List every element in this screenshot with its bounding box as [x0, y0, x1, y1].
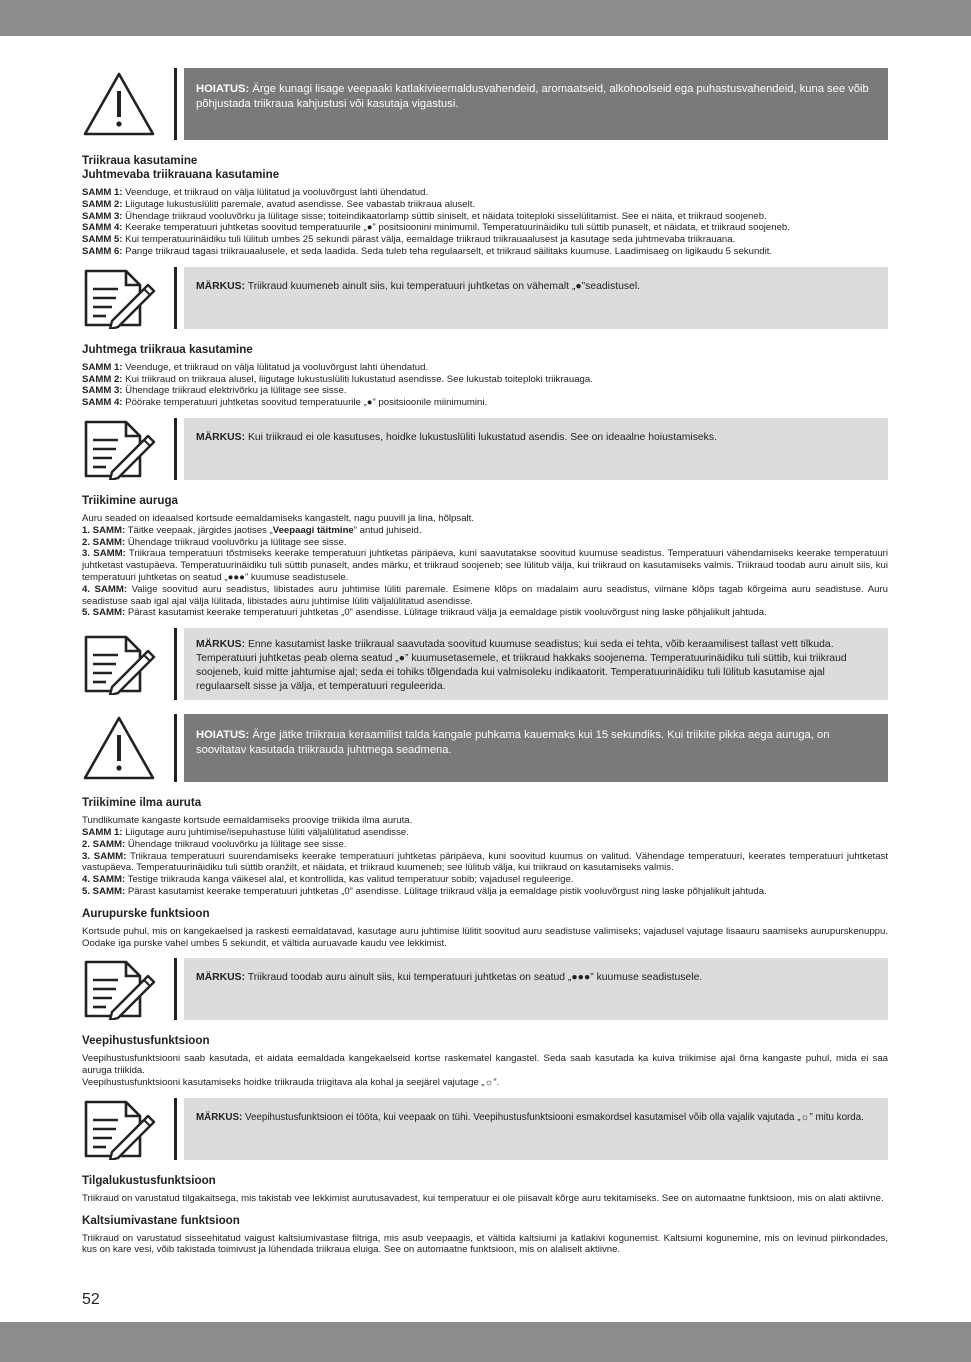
note-callout [82, 628, 888, 700]
warning-callout [82, 68, 888, 140]
step-line: 2. SAMM: Ühendage triikraud vooluvõrku ja lülitage see sisse. [82, 536, 347, 548]
section-drip-lock [82, 1174, 888, 1205]
note-pencil-icon [82, 267, 164, 329]
step-line: SAMM 3: Ühendage triikraud elektrivõrku ja lülitage see sisse. [82, 385, 347, 397]
step-line: 4. SAMM: Testige triikrauda kanga väikesel alal, et kontrollida, kas valitud temperatuur sobib; vajadusel reguleerige. [82, 874, 574, 886]
body-text: Triikraud on varustatud sisseehitatud vaigust kaltsiumivastase filtriga, mis asub veepaagis, et vältida kaltsiumi ja katlakivi kogunemist. Kaltsiumi kogunemine, mis on levinud piirkondades, kus on kare vesi, võib takistada toimivust ja lühendada triikraua eluiga. See on automaatne funktsioon, mis on alaliselt aktiivne. [82, 1232, 888, 1256]
bottom-bar [0, 1322, 971, 1362]
step-line: 4. SAMM: Valige soovitud auru seadistus, libistades auru juhtimise lüliti paremale. Esimene klõps on madalaim auru seadistus, viimane klõps tagab kõrgeima auru seadistuse. Auru seadistuse saab igal ajal välja lülitada, libistades auru juhtimise lüliti väljalülitatud asendisse. [82, 583, 888, 607]
callout-divider [174, 958, 177, 1020]
step-line: 3. SAMM: Triikraua temperatuuri suurendamiseks keerake temperatuuri juhtketas päripäeva, kuni soovitud kuumus on valitud. Vähendage temperatuuri, keerates temperatuuri juhtketast vastupäeva. Temperatuurinäidiku tuli süttib oranžilt, et näidata, et triikraud kuumeneb; see lülitub välja, kui triikraud on kasutamiseks valmis. [82, 850, 888, 874]
page-content [82, 68, 888, 1265]
section-title: Juhtmega triikraua kasutamine [82, 342, 253, 356]
intro-text: Auru seaded on ideaalsed kortsude eemaldamiseks kangastelt, nagu puuvill ja lina, hõlpsalt. [82, 512, 474, 524]
note-callout [82, 418, 888, 480]
note-text: MÄRKUS: Kui triikraud ei ole kasutuses, hoidke lukustuslüliti lukustatud asendis. See on ideaalne hoiustamiseks. [184, 418, 888, 480]
body-text: Triikraud on varustatud tilgakaitsega, mis takistab vee lekkimist aurutusavadest, kui temperatuur ei ole piisavalt kõrge auru tekitamiseks. See on automaatne funktsioon, mis on alati aktiivne. [82, 1192, 884, 1204]
warning-triangle-icon [82, 68, 164, 140]
section-dry-ironing [82, 796, 888, 898]
section-title: Triikimine ilma auruta [82, 796, 202, 810]
step-line: SAMM 4: Pöörake temperatuuri juhtketas soovitud temperatuurile „●” positsioonile miinimumini. [82, 397, 488, 409]
section-corded [82, 343, 888, 409]
note-pencil-icon [82, 958, 164, 1020]
step-line: 5. SAMM: Pärast kasutamist keerake temperatuuri juhtketas „0” asendisse. Lülitage triikraud välja ja eemaldage pistik vooluvõrgust ning laske põhjalikult jahtuda. [82, 885, 767, 897]
step-line: SAMM 5: Kui temperatuurinäidiku tuli lülitub umbes 25 sekundi pärast välja, eemaldage triikraud triikrauaalusest ja kasutage seda juhtmevaba triikrauana. [82, 234, 736, 246]
top-bar [0, 0, 971, 36]
section-steam-ironing [82, 494, 888, 619]
step-line: SAMM 1: Veenduge, et triikraud on välja lülitatud ja vooluvõrgust lahti ühendatud. [82, 361, 429, 373]
note-callout [82, 958, 888, 1020]
note-pencil-icon [82, 628, 164, 700]
note-text: MÄRKUS: Triikraud toodab auru ainult siis, kui temperatuuri juhtketas on seatud „●●●” kuumuse seadistusele. [184, 958, 888, 1020]
section-cordless [82, 154, 888, 258]
note-text: MÄRKUS: Triikraud kuumeneb ainult siis, kui temperatuuri juhtketas on vähemalt „●”seadistusel. [184, 267, 888, 329]
intro-text: Tundlikumate kangaste kortsude eemaldamiseks proovige triikida ilma auruta. [82, 815, 413, 827]
section-title: Veepihustusfunktsioon [82, 1034, 210, 1048]
section-title: Tilgalukustusfunktsioon [82, 1173, 216, 1187]
step-line: SAMM 4: Keerake temperatuuri juhtketas soovitud temperatuurile „●” positsioonini minimumil. Temperatuurinäidiku tuli süttib punaselt, et näidata, et triikraud soojeneb. [82, 222, 790, 234]
callout-divider [174, 714, 177, 782]
step-line: 2. SAMM: Ühendage triikraud vooluvõrku ja lülitage see sisse. [82, 838, 347, 850]
section-anti-calc [82, 1214, 888, 1257]
note-text: MÄRKUS: Enne kasutamist laske triikraual saavutada soovitud kuumuse seadistus; kui seda ei tehta, võib keraamilisest tallast vett tilkuda. Temperatuuri juhtketas peab olema seatud „●” kuumusetasemele, et triikraud hakkaks soojenema. Temperatuurinäidiku tuli süttib, kui triikraud soojeneb, kuid mitte jahtumise ajal; seda ei tohiks tõlgendada kui valmisoleku indikaatorit. Temperatuurinäidiku tuli lülitub kasutamise ajal regulaarselt sisse ja välja, et temperatuuri reguleerida. [184, 628, 888, 700]
callout-divider [174, 628, 177, 700]
step-line: 1. SAMM: Täitke veepaak, järgides jaotises „Veepaagi täitmine” antud juhiseid. [82, 524, 422, 536]
body-text: Veepihustusfunktsiooni saab kasutada, et aidata eemaldada kangekaelseid kortse raskematel kangastel. Seda saab kasutada ka kuiva triikimise ajal õrna kangaste puhul, mida ei saa auruga triikida. [82, 1053, 888, 1077]
step-line: SAMM 2: Kui triikraud on triikraua alusel, liigutage lukustuslüliti lukustatud asendisse. See lukustab toiteploki triikrauaga. [82, 373, 593, 385]
section-subtitle: Juhtmevaba triikrauana kasutamine [82, 168, 280, 181]
callout-divider [174, 1098, 177, 1160]
step-line: SAMM 2: Liigutage lukustuslüliti paremale, avatud asendisse. See vabastab triikraua aluselt. [82, 198, 476, 210]
warning-triangle-icon [82, 714, 164, 782]
body-text: Veepihustusfunktsiooni kasutamiseks hoidke triikrauda triigitava ala kohal ja seejärel vajutage „☼”. [82, 1076, 500, 1088]
step-line: SAMM 3: Ühendage triikraud vooluvõrku ja lülitage sisse; toiteindikaatorlamp süttib siniselt, et näidata toiteploki sisselülitamist. See ei näita, et triikraud soojeneb. [82, 210, 767, 222]
body-text: Kortsude puhul, mis on kangekaelsed ja raskesti eemaldatavad, kasutage auru juhtimise lülitit soovitud auru seadistuse valimiseks; vajadusel vajutage lisaauru saamiseks aurupurskenuppu. Oodake iga purske vahel umbes 5 sekundit, et vältida auruavade kaudu vee lekkimist. [82, 925, 888, 949]
section-title: Triikraua kasutamine [82, 154, 198, 167]
warning-text: HOIATUS: Ärge kunagi lisage veepaaki katlakivieemaldusvahendeid, aromaatseid, alkohoolseid ega puhastusvahendeid, kuna see võib põhjustada triikraua kahjustusi või kasutaja vigastusi. [184, 68, 888, 140]
warning-text: HOIATUS: Ärge jätke triikraua keraamilist talda kangale puhkama kauemaks kui 15 sekundiks. Kui triikite pikka aega auruga, on soovitatav kasutada triikrauda juhtmega seadmena. [184, 714, 888, 782]
step-line: SAMM 1: Liigutage auru juhtimise/isepuhastuse lüliti väljalülitatud asendisse. [82, 826, 409, 838]
section-steam-burst [82, 907, 888, 950]
section-title: Kaltsiumivastane funktsioon [82, 1213, 240, 1227]
step-line: SAMM 6: Pange triikraud tagasi triikrauaalusele, et seda laadida. Seda tuleb teha regulaarselt, et triikraud säilitaks kuumuse. Laadimisaeg on ligikaudu 5 sekundit. [82, 245, 773, 257]
warning-callout [82, 714, 888, 782]
callout-divider [174, 68, 177, 140]
note-pencil-icon [82, 1098, 164, 1160]
note-callout [82, 1098, 888, 1160]
callout-divider [174, 418, 177, 480]
step-line: SAMM 1: Veenduge, et triikraud on välja lülitatud ja vooluvõrgust lahti ühendatud. [82, 187, 429, 198]
page-number: 52 [82, 1291, 100, 1308]
note-pencil-icon [82, 418, 164, 480]
section-title: Aurupurske funktsioon [82, 906, 210, 920]
section-title: Triikimine auruga [82, 493, 178, 507]
note-callout [82, 267, 888, 329]
note-text: MÄRKUS: Veepihustusfunktsioon ei tööta, kui veepaak on tühi. Veepihustusfunktsiooni esmakordsel kasutamisel võib olla vajalik vajutada „☼” mitu korda. [184, 1098, 888, 1160]
step-line: 5. SAMM: Pärast kasutamist keerake temperatuuri juhtketas „0” asendisse. Lülitage triikraud välja ja eemaldage pistik vooluvõrgust ning laske põhjalikult jahtuda. [82, 607, 767, 619]
callout-divider [174, 267, 177, 329]
step-line: 3. SAMM: Triikraua temperatuuri tõstmiseks keerake temperatuuri juhtketas päripäeva, kuni saavutatakse soovitud kuumuse seadistus. Temperatuuri vähendamiseks keerake temperatuuri juhtketast vastupäeva. Temperatuurinäidiku tuli süttib punaselt, andes märku, et triikraud soojeneb; see lülitub välja, kui triikraud on kasutamiseks valmis. Triikraud toodab auru ainult siis, kui temperatuuri juhtketas on seatud „●●●” kuumuse seadistusele. [82, 548, 888, 583]
section-water-spray [82, 1034, 888, 1088]
